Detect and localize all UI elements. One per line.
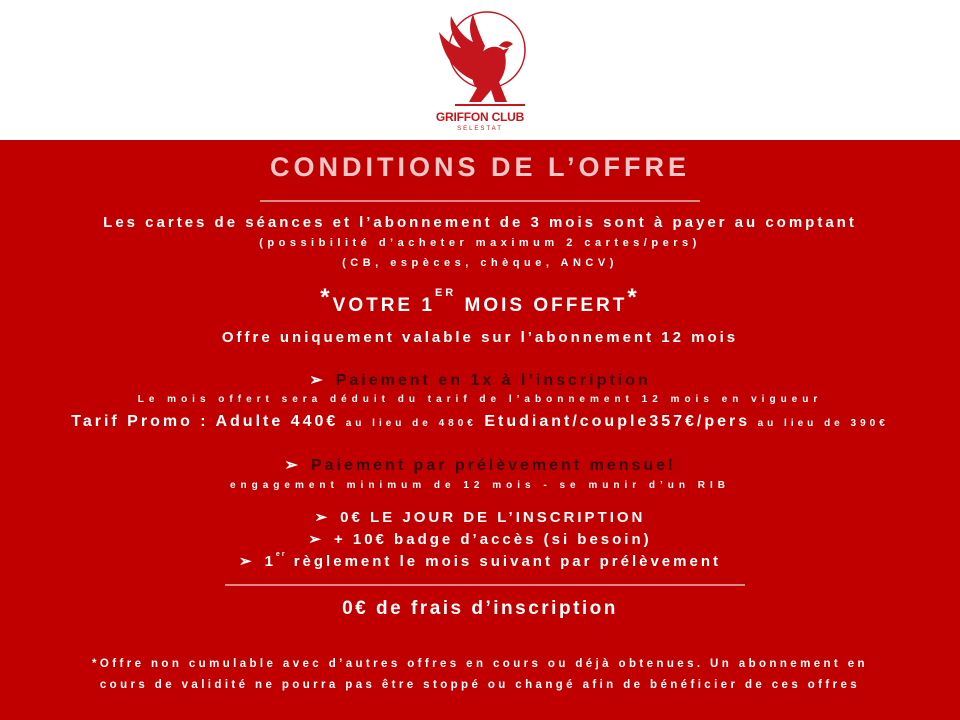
promo-adult: Tarif Promo : Adulte 440€: [71, 413, 346, 430]
footnote-line-1: *Offre non cumulable avec d’autres offres en cours ou déjà obtenues. Un abonnement en: [92, 658, 868, 670]
bullet-text-before: 1: [264, 553, 276, 570]
logo-location: SELESTAT: [457, 126, 503, 132]
conditions-panel: [0, 140, 960, 720]
promo-student: Etudiant/couple357€/pers: [476, 413, 758, 430]
promo-adult-old-price: au lieu de 480€: [345, 418, 477, 429]
bullet-item: [0, 530, 960, 548]
bullet-item: [0, 552, 960, 570]
offer-superscript: ER: [434, 287, 457, 299]
payment-monthly-note: engagement minimum de 12 mois - se munir d’un RIB: [229, 480, 731, 491]
payment-once-note: Le mois offert sera déduit du tarif de l’abonnement 12 mois en vigueur: [137, 394, 823, 405]
cards-limit-line: (possibilité d’acheter maximum 2 cartes/pers): [259, 237, 701, 249]
promo-student-old-price: au lieu de 390€: [757, 418, 889, 429]
payment-monthly-label: Paiement par prélèvement mensuel: [310, 457, 676, 474]
star-right: *: [627, 284, 640, 311]
bullet-superscript: er: [275, 551, 287, 558]
payment-terms-line: Les cartes de séances et l’abonnement de 3 mois sont à payer au comptant: [103, 214, 857, 231]
bullet-item: [0, 508, 960, 526]
payment-once-heading: [0, 370, 960, 390]
offer-subtitle: Offre uniquement valable sur l’abonnement 12 mois: [221, 329, 739, 346]
star-left: *: [320, 284, 333, 311]
registration-fees: 0€ de frais d’inscription: [342, 598, 618, 619]
offer-text-part1: VOTRE 1: [332, 295, 435, 316]
logo-name: GRIFFON CLUB: [435, 110, 525, 124]
payment-monthly-heading: [0, 455, 960, 475]
offer-text-part2: MOIS OFFERT: [456, 295, 628, 316]
header: [0, 0, 960, 140]
griffon-club-logo: [425, 10, 535, 135]
arrow-bullet-icon: ➢: [308, 531, 324, 548]
payment-once-label: Paiement en 1x à l’inscription: [335, 372, 651, 389]
offer-headline: [0, 284, 960, 318]
bullet-text: 0€ LE JOUR DE L’INSCRIPTION: [340, 509, 646, 526]
promo-tariff-line: [0, 413, 960, 431]
arrow-bullet-icon: ➢: [239, 553, 255, 570]
arrow-bullet-icon: ➢: [314, 509, 331, 526]
title-divider: [260, 200, 700, 202]
griffon-logo-icon: [425, 10, 535, 110]
footnote-line-2: cours de validité ne pourra pas être stoppé ou changé afin de bénéficier de ces offres: [99, 679, 861, 691]
bullet-text-after: règlement le mois suivant par prélèvement: [286, 553, 721, 570]
payment-methods-line: (CB, espèces, chèque, ANCV): [342, 257, 618, 269]
bullet-text: + 10€ badge d’accès (si besoin): [333, 531, 652, 548]
fees-divider: [225, 584, 745, 586]
arrow-bullet-icon: ➢: [309, 372, 326, 389]
arrow-bullet-icon: ➢: [284, 457, 301, 474]
conditions-title: CONDITIONS DE L’OFFRE: [269, 152, 690, 182]
footnote: [0, 654, 960, 696]
